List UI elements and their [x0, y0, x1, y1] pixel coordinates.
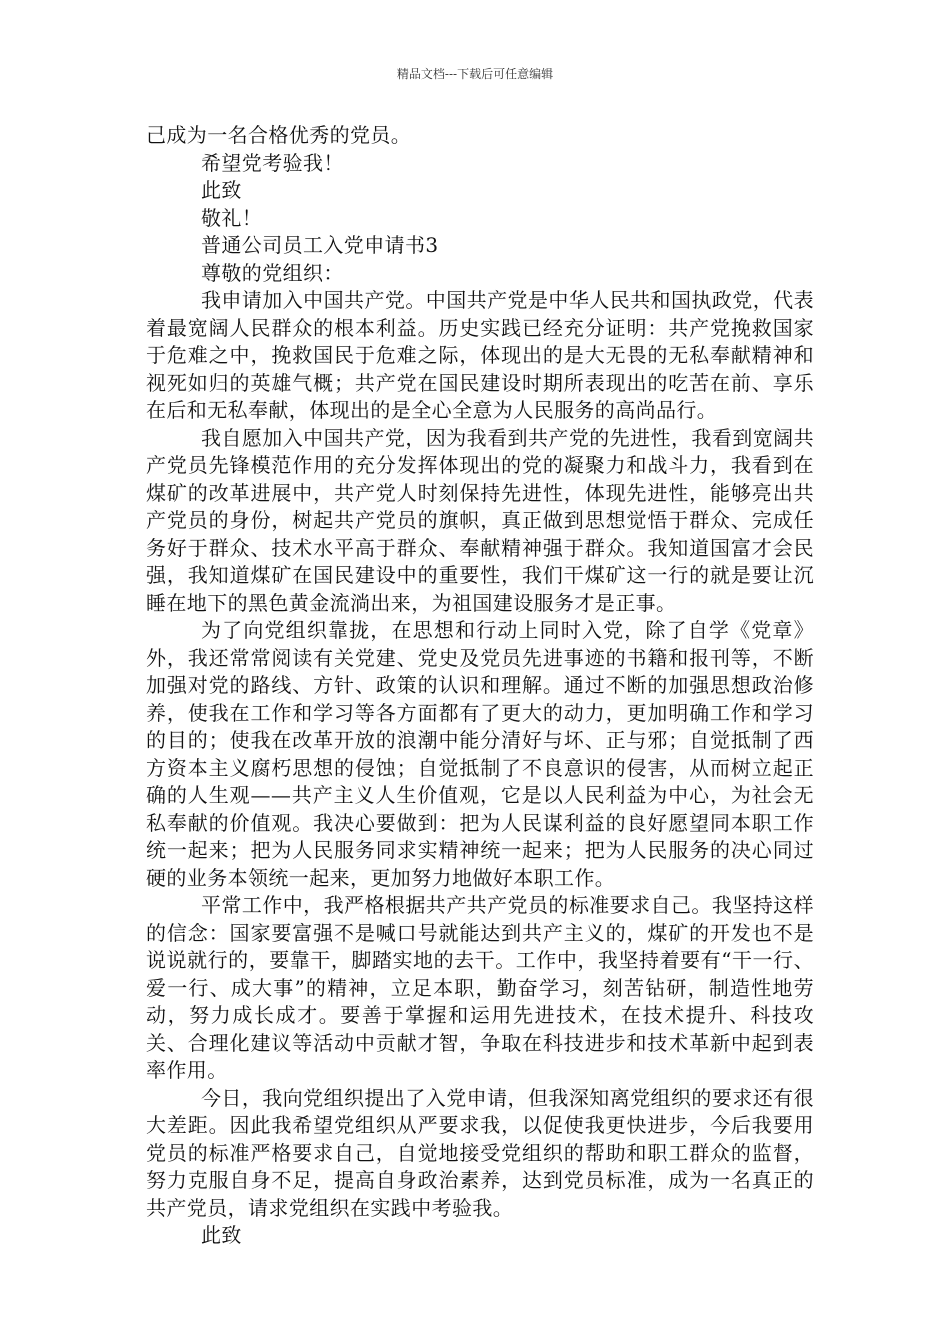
- body-paragraph: 为了向党组织靠拢，在思想和行动上同时入党，除了自学《党章》外，我还常常阅读有关党建、党史及党员先进事迹的书籍和报刊等，不断加强对党的路线、方针、政策的认识和理解。通过不断的加强思想政治修养，使我在工作和学习等各方面都有了更大的动力，更加明确工作和学习的目的；使我在改革开放的浪潮中能分清好与坏、正与邪；自觉抵制了西方资本主义腐朽思想的侵蚀；自觉抵制了不良意识的侵害，从而树立起正确的人生观——共产主义人生价值观，它是以人民利益为中心，为社会无私奉献的价值观。我决心要做到：把为人民谋利益的良好愿望同本职工作统一起来；把为人民服务同求实精神统一起来；把为人民服务的决心同过硬的业务本领统一起来，更加努力地做好本职工作。: [146, 618, 814, 890]
- page-header: 精品文档---下载后可任意编辑: [396, 67, 554, 81]
- body-paragraph: 平常工作中，我严格根据共产共产党员的标准要求自己。我坚持这样的信念：国家要富强不是喊口号就能达到共产主义的，煤矿的开发也不是说说就行的，要靠干，脚踏实地的去干。工作中，我坚持着要有“干一行、爱一行、成大事”的精神，立足本职，勤奋学习，刻苦钻研，制造性地劳动，努力成长成才。要善于掌握和运用先进技术，在技术提升、科技攻关、合理化建议等活动中贡献才智，争取在科技进步和技术革新中起到表率作用。: [146, 893, 814, 1082]
- closing-salutation: 此致: [201, 1223, 242, 1247]
- greeting: 尊敬的党组织：: [201, 260, 344, 285]
- body-paragraph: 今日，我向党组织提出了入党申请，但我深知离党组织的要求还有很大差距。因此我希望党组织从严要求我，以促使我更快进步，今后我要用党员的标准严格要求自己，自觉地接受党组织的帮助和职工群众的监督，努力克服自身不足，提高自身政治素养，达到党员标准，成为一名真正的共产党员，请求党组织在实践中考验我。: [146, 1085, 814, 1220]
- closing-regards: 敬礼！: [201, 205, 263, 230]
- paragraph-hope: 希望党考验我！: [201, 150, 344, 175]
- document-body: [146, 122, 814, 1250]
- body-paragraph: 我申请加入中国共产党。中国共产党是中华人民共和国执政党，代表着最宽阔人民群众的根本利益。历史实践已经充分证明：共产党挽救国家于危难之中，挽救国民于危难之际，体现出的是大无畏的无私奉献精神和视死如归的英雄气概；共产党在国民建设时期所表现出的吃苦在前、享乐在后和无私奉献，体现出的是全心全意为人民服务的高尚品行。: [146, 288, 814, 422]
- body-paragraph: 我自愿加入中国共产党，因为我看到共产党的先进性，我看到宽阔共产党员先锋模范作用的充分发挥体现出的党的凝聚力和战斗力，我看到在煤矿的改革进展中，共产党人时刻保持先进性，体现先进性，能够亮出共产党员的身份，树起共产党员的旗帜，真正做到思想觉悟于群众、完成任务好于群众、技术水平高于群众、奉献精神强于群众。我知道国富才会民强，我知道煤矿在国民建设中的重要性，我们干煤矿这一行的就是要让沉睡在地下的黑色黄金流淌出来，为祖国建设服务才是正事。: [146, 425, 814, 615]
- closing-salutation: 此致: [201, 178, 242, 202]
- paragraph-continuation: 己成为一名合格优秀的党员。: [146, 123, 412, 147]
- section-title: 普通公司员工入党申请书3: [201, 233, 439, 257]
